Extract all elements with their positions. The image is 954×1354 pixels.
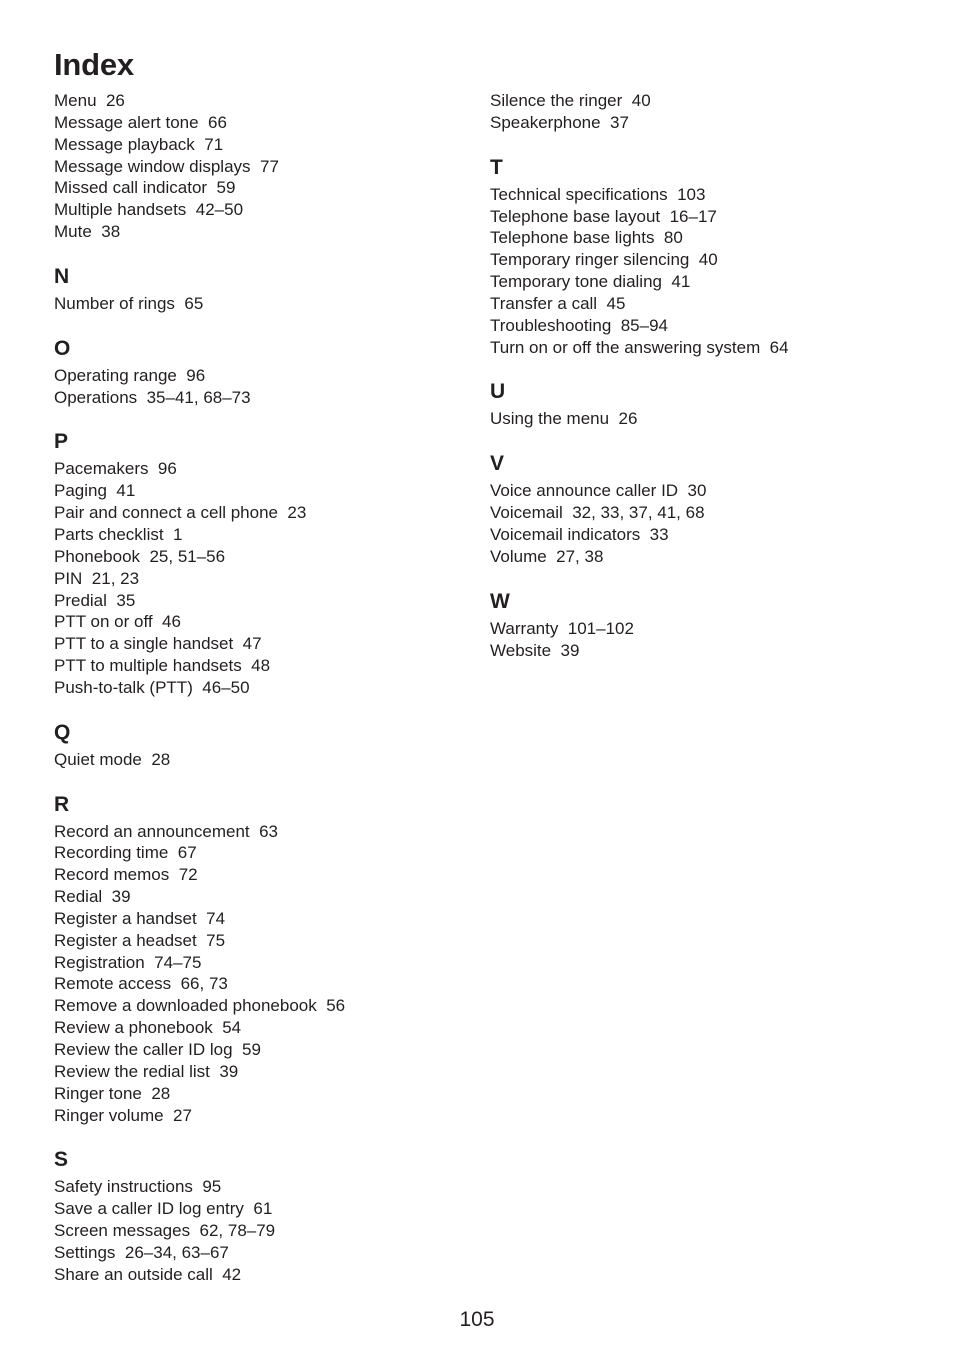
index-entry: PTT to multiple handsets 48: [54, 656, 271, 676]
continued-entries: [54, 90, 454, 243]
index-entry: Menu 26: [54, 91, 125, 110]
page-number: 105: [459, 1308, 495, 1331]
section-letter: W: [490, 589, 510, 613]
index-entry: Register a handset 74: [54, 908, 226, 928]
index-entry: Ringer volume 27: [54, 1105, 192, 1125]
index-section-u: [490, 358, 920, 430]
index-entry: PTT on or off 46: [54, 612, 181, 632]
index-entry: Recording time 67: [54, 843, 197, 863]
index-entry: Operations 35–41, 68–73: [54, 387, 251, 407]
index-entry: Temporary tone dialing 41: [490, 272, 691, 292]
index-entry: Safety instructions 95: [54, 1177, 222, 1197]
index-entry: Telephone base lights 80: [490, 228, 683, 248]
section-letter: R: [54, 792, 70, 816]
index-entry: Technical specifications 103: [490, 184, 706, 204]
index-entry: Ringer tone 28: [54, 1083, 171, 1103]
index-entry: Share an outside call 42: [54, 1264, 242, 1284]
index-section-t: [490, 134, 920, 359]
index-entry: Redial 39: [54, 887, 131, 907]
index-entry: Record memos 72: [54, 865, 198, 885]
index-entry: Register a headset 75: [54, 930, 226, 950]
continued-entries: [490, 90, 920, 134]
index-entry: Message window displays 77: [54, 156, 279, 176]
index-entry: Screen messages 62, 78–79: [54, 1221, 276, 1241]
index-entry: Remove a downloaded phonebook 56: [54, 996, 346, 1016]
index-entry: Telephone base layout 16–17: [490, 206, 717, 226]
index-entry: Record an announcement 63: [54, 821, 278, 841]
index-entry: Push-to-talk (PTT) 46–50: [54, 677, 250, 697]
index-entry: Multiple handsets 42–50: [54, 200, 244, 220]
index-entry: Volume 27, 38: [490, 546, 604, 566]
section-letter: T: [490, 155, 503, 179]
index-entry: PTT to a single handset 47: [54, 634, 262, 654]
index-section-w: [490, 568, 920, 662]
index-entry: Transfer a call 45: [490, 293, 626, 313]
index-entry: Warranty 101–102: [490, 618, 634, 638]
section-letter: S: [54, 1148, 69, 1172]
index-entry: Website 39: [490, 640, 580, 660]
section-letter: N: [54, 264, 70, 288]
index-section-v: [490, 430, 920, 567]
index-entry: Operating range 96: [54, 365, 206, 385]
section-letter: V: [490, 452, 505, 476]
index-entry: Mute 38: [54, 222, 121, 242]
index-entry: Predial 35: [54, 590, 136, 610]
index-entry: Message playback 71: [54, 134, 224, 154]
index-section-p: [54, 408, 454, 698]
section-letter: P: [54, 430, 69, 454]
index-section-o: [54, 315, 454, 409]
index-entry: Settings 26–34, 63–67: [54, 1242, 229, 1262]
index-entry: Turn on or off the answering system 64: [490, 337, 789, 357]
index-entry: Quiet mode 28: [54, 749, 171, 769]
index-entry: Missed call indicator 59: [54, 178, 236, 198]
index-entry: Number of rings 65: [54, 293, 204, 313]
index-entry: Pacemakers 96: [54, 459, 177, 479]
index-entry: Using the menu 26: [490, 409, 638, 429]
index-entry: Temporary ringer silencing 40: [490, 250, 718, 270]
index-entry: Pair and connect a cell phone 23: [54, 503, 307, 523]
index-entry: Troubleshooting 85–94: [490, 315, 669, 335]
index-entry: PIN 21, 23: [54, 568, 140, 588]
page-title: Index: [54, 47, 134, 82]
index-entry: Speakerphone 37: [490, 112, 629, 132]
index-column-left: [54, 90, 454, 1286]
index-entry: Save a caller ID log entry 61: [54, 1199, 273, 1219]
index-entry: Voicemail 32, 33, 37, 41, 68: [490, 503, 705, 523]
index-entry: Registration 74–75: [54, 952, 202, 972]
section-letter: Q: [54, 720, 71, 744]
index-entry: Review the redial list 39: [54, 1061, 239, 1081]
index-entry: Voicemail indicators 33: [490, 524, 669, 544]
index-entry: Voice announce caller ID 30: [490, 481, 707, 501]
index-entry: Paging 41: [54, 481, 136, 501]
index-section-s: [54, 1126, 454, 1285]
section-letter: O: [54, 336, 71, 360]
index-entry: Message alert tone 66: [54, 112, 227, 132]
index-column-right: [490, 90, 920, 661]
index-section-r: [54, 771, 454, 1127]
index-entry: Remote access 66, 73: [54, 974, 228, 994]
index-entry: Review the caller ID log 59: [54, 1040, 261, 1059]
index-section-q: [54, 699, 454, 771]
index-section-n: [54, 243, 454, 315]
index-entry: Phonebook 25, 51–56: [54, 546, 226, 566]
index-entry: Review a phonebook 54: [54, 1018, 242, 1038]
index-entry: Parts checklist 1: [54, 524, 183, 544]
index-entry: Silence the ringer 40: [490, 91, 651, 110]
section-letter: U: [490, 380, 506, 404]
